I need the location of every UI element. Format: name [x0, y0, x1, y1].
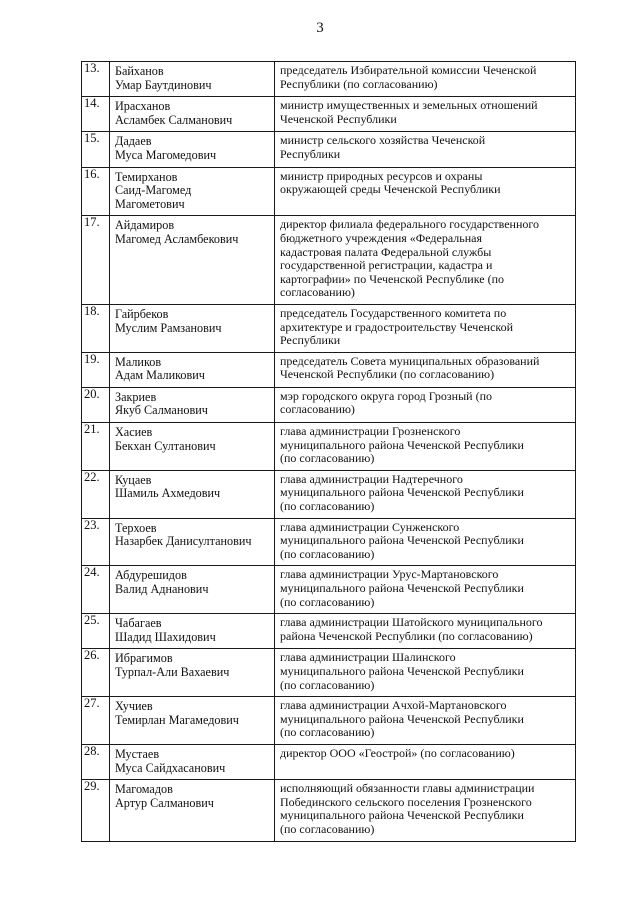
member-name-line: Ибрагимов [115, 651, 173, 666]
member-name-cell [110, 97, 275, 132]
member-name-line: Хучиев [115, 699, 153, 714]
member-position-line: глава администрации Грозненского [280, 424, 461, 439]
member-position-line: кадастровая палата Федеральной службы [280, 244, 492, 259]
member-position-cell [275, 97, 576, 132]
member-name-line: Артур Салманович [115, 795, 214, 810]
member-position-line: Республики (по согласованию) [280, 76, 438, 91]
table-row [82, 62, 576, 97]
member-name-line: Магомед Асламбекович [115, 231, 239, 246]
row-number: 28. [82, 744, 110, 779]
member-position-line: муниципального района Чеченской Республики [280, 711, 524, 726]
member-position-line: района Чеченской Республики (по согласованию) [280, 628, 533, 643]
row-number: 14. [82, 97, 110, 132]
member-position-line: муниципального района Чеченской Республики [280, 485, 524, 500]
member-name-cell [110, 167, 275, 216]
member-position-line: бюджетного учреждения «Федеральная [280, 230, 483, 245]
member-position-line: (по согласованию) [280, 546, 375, 561]
member-position-line: глава администрации Шалинского [280, 650, 456, 665]
member-position-cell [275, 566, 576, 614]
member-position-line: (по согласованию) [280, 499, 375, 514]
member-position-cell [275, 132, 576, 167]
member-name-cell [110, 566, 275, 614]
member-position-cell [275, 62, 576, 97]
member-name-line: Маликов [115, 354, 162, 369]
member-position-line: согласованию) [280, 402, 355, 417]
member-name-cell [110, 780, 275, 841]
member-position-line: (по согласованию) [280, 725, 375, 740]
row-number: 19. [82, 352, 110, 387]
member-position-line: мэр городского округа город Грозный (по [280, 388, 492, 403]
table-row [82, 97, 576, 132]
row-number: 25. [82, 614, 110, 649]
member-name-line: Адам Маликович [115, 368, 205, 383]
member-name-line: Гайрбеков [115, 306, 169, 321]
page-number: 3 [316, 20, 324, 36]
table-row [82, 216, 576, 305]
table-row [82, 167, 576, 216]
member-name-cell [110, 518, 275, 566]
table-row [82, 352, 576, 387]
member-position-line: глава администрации Урус-Мартановского [280, 567, 499, 582]
member-position-line: муниципального района Чеченской Республики [280, 533, 524, 548]
member-position-line: глава администрации Шатойского муниципального [280, 615, 543, 630]
row-number: 20. [82, 387, 110, 422]
row-number: 29. [82, 780, 110, 841]
member-name-line: Саид-Магомед [115, 183, 192, 198]
member-position-line: Республики [280, 146, 341, 161]
member-position-cell [275, 216, 576, 305]
member-position-cell [275, 352, 576, 387]
member-position-line: исполняющий обязанности главы администрации [280, 781, 535, 796]
member-position-line: государственной регистрации, кадастра и [280, 258, 493, 273]
member-position-cell [275, 614, 576, 649]
row-number: 15. [82, 132, 110, 167]
member-position-line: (по согласованию) [280, 594, 375, 609]
member-name-line: Магомадов [115, 782, 173, 797]
row-number: 26. [82, 649, 110, 697]
member-name-line: Терхоев [115, 520, 157, 535]
member-position-cell [275, 304, 576, 352]
row-number: 13. [82, 62, 110, 97]
member-name-line: Дадаев [115, 134, 152, 149]
member-name-line: Муслим Рамзанович [115, 320, 222, 335]
member-name-line: Бекхан Султанович [115, 438, 216, 453]
member-position-line: глава администрации Сунженского [280, 519, 460, 534]
row-number: 22. [82, 470, 110, 518]
member-position-line: муниципального района Чеченской Республики [280, 808, 524, 823]
member-position-cell [275, 518, 576, 566]
member-position-cell [275, 423, 576, 471]
member-name-cell [110, 744, 275, 779]
member-position-line: глава администрации Ачхой-Мартановского [280, 698, 507, 713]
member-name-line: Назарбек Данисултанович [115, 534, 252, 549]
member-position-line: Республики [280, 333, 341, 348]
member-position-line: министр сельского хозяйства Чеченской [280, 133, 486, 148]
member-position-line: (по согласованию) [280, 677, 375, 692]
member-position-line: Побединского сельского поселения Грозненского [280, 794, 532, 809]
row-number: 21. [82, 423, 110, 471]
member-position-cell [275, 649, 576, 697]
member-name-line: Шадид Шахидович [115, 629, 216, 644]
table-row [82, 518, 576, 566]
member-position-line: картографии» по Чеченской Республике (по [280, 271, 504, 286]
member-position-line: муниципального района Чеченской Республики [280, 663, 524, 678]
member-name-cell [110, 62, 275, 97]
member-position-cell [275, 697, 576, 745]
member-name-cell [110, 352, 275, 387]
member-position-line: глава администрации Надтеречного [280, 471, 463, 486]
member-position-line: председатель Совета муниципальных образований [280, 353, 540, 368]
member-position-cell [275, 167, 576, 216]
member-name-cell [110, 216, 275, 305]
member-name-line: Шамиль Ахмедович [115, 486, 221, 501]
member-name-line: Ирасханов [115, 99, 171, 114]
member-name-line: Мустаев [115, 746, 160, 761]
row-number: 16. [82, 167, 110, 216]
member-name-cell [110, 387, 275, 422]
table-row [82, 780, 576, 841]
member-position-line: муниципального района Чеченской Республики [280, 581, 524, 595]
member-position-line: муниципального района Чеченской Республики [280, 437, 524, 452]
row-number: 18. [82, 304, 110, 352]
table-row [82, 470, 576, 518]
member-position-cell [275, 387, 576, 422]
row-number: 23. [82, 518, 110, 566]
table-row [82, 614, 576, 649]
member-name-line: Куцаев [115, 472, 152, 487]
member-name-line: Закриев [115, 389, 157, 404]
member-name-line: Байханов [115, 64, 164, 78]
row-number: 24. [82, 566, 110, 614]
row-number: 27. [82, 697, 110, 745]
member-name-cell [110, 649, 275, 697]
table-row [82, 387, 576, 422]
member-name-line: Турпал-Али Вахаевич [115, 664, 230, 679]
table-row [82, 744, 576, 779]
member-position-line: министр имущественных и земельных отношений [280, 98, 538, 113]
member-position-line: председатель Государственного комитета по [280, 305, 507, 320]
member-position-line: архитектуре и градостроительству Чеченской [280, 319, 514, 334]
member-name-line: Валид Аднанович [115, 582, 209, 596]
member-name-line: Муса Сайдхасанович [115, 760, 226, 775]
commission-members-table [81, 61, 576, 842]
member-position-cell [275, 744, 576, 779]
table-row [82, 304, 576, 352]
table-body [82, 62, 576, 842]
member-position-line: окружающей среды Чеченской Республики [280, 182, 501, 197]
member-name-line: Темирлан Магамедович [115, 712, 239, 727]
member-name-cell [110, 304, 275, 352]
member-name-cell [110, 470, 275, 518]
table-row [82, 697, 576, 745]
table-row [82, 649, 576, 697]
member-name-cell [110, 697, 275, 745]
table-row [82, 566, 576, 614]
member-position-line: Чеченской Республики (по согласованию) [280, 367, 495, 382]
member-position-line: директор ООО «Геострой» (по согласованию) [280, 745, 515, 760]
member-name-line: Асламбек Салманович [115, 112, 233, 127]
member-name-cell [110, 614, 275, 649]
member-position-cell [275, 470, 576, 518]
member-name-line: Чабагаев [115, 616, 162, 631]
member-name-line: Хасиев [115, 425, 153, 440]
member-position-line: директор филиала федерального государственного [280, 217, 540, 232]
table-row [82, 132, 576, 167]
member-position-line: Чеченской Республики [280, 111, 397, 126]
member-name-line: Айдамиров [115, 218, 175, 233]
member-name-line: Темирханов [115, 169, 178, 184]
member-name-line: Муса Магомедович [115, 147, 217, 162]
member-name-cell [110, 423, 275, 471]
member-position-line: согласованию) [280, 285, 355, 300]
member-position-line: (по согласованию) [280, 451, 375, 466]
member-name-line: Абдурешидов [115, 568, 187, 583]
member-name-line: Якуб Салманович [115, 403, 208, 418]
table-row [82, 423, 576, 471]
member-name-line: Умар Баутдинович [115, 77, 212, 92]
member-position-cell [275, 780, 576, 841]
member-name-cell [110, 132, 275, 167]
member-position-line: (по согласованию) [280, 821, 375, 836]
row-number: 17. [82, 216, 110, 305]
member-position-line: председатель Избирательной комиссии Чеченской [280, 63, 537, 77]
member-name-line: Магометович [115, 196, 185, 211]
member-position-line: министр природных ресурсов и охраны [280, 168, 483, 183]
